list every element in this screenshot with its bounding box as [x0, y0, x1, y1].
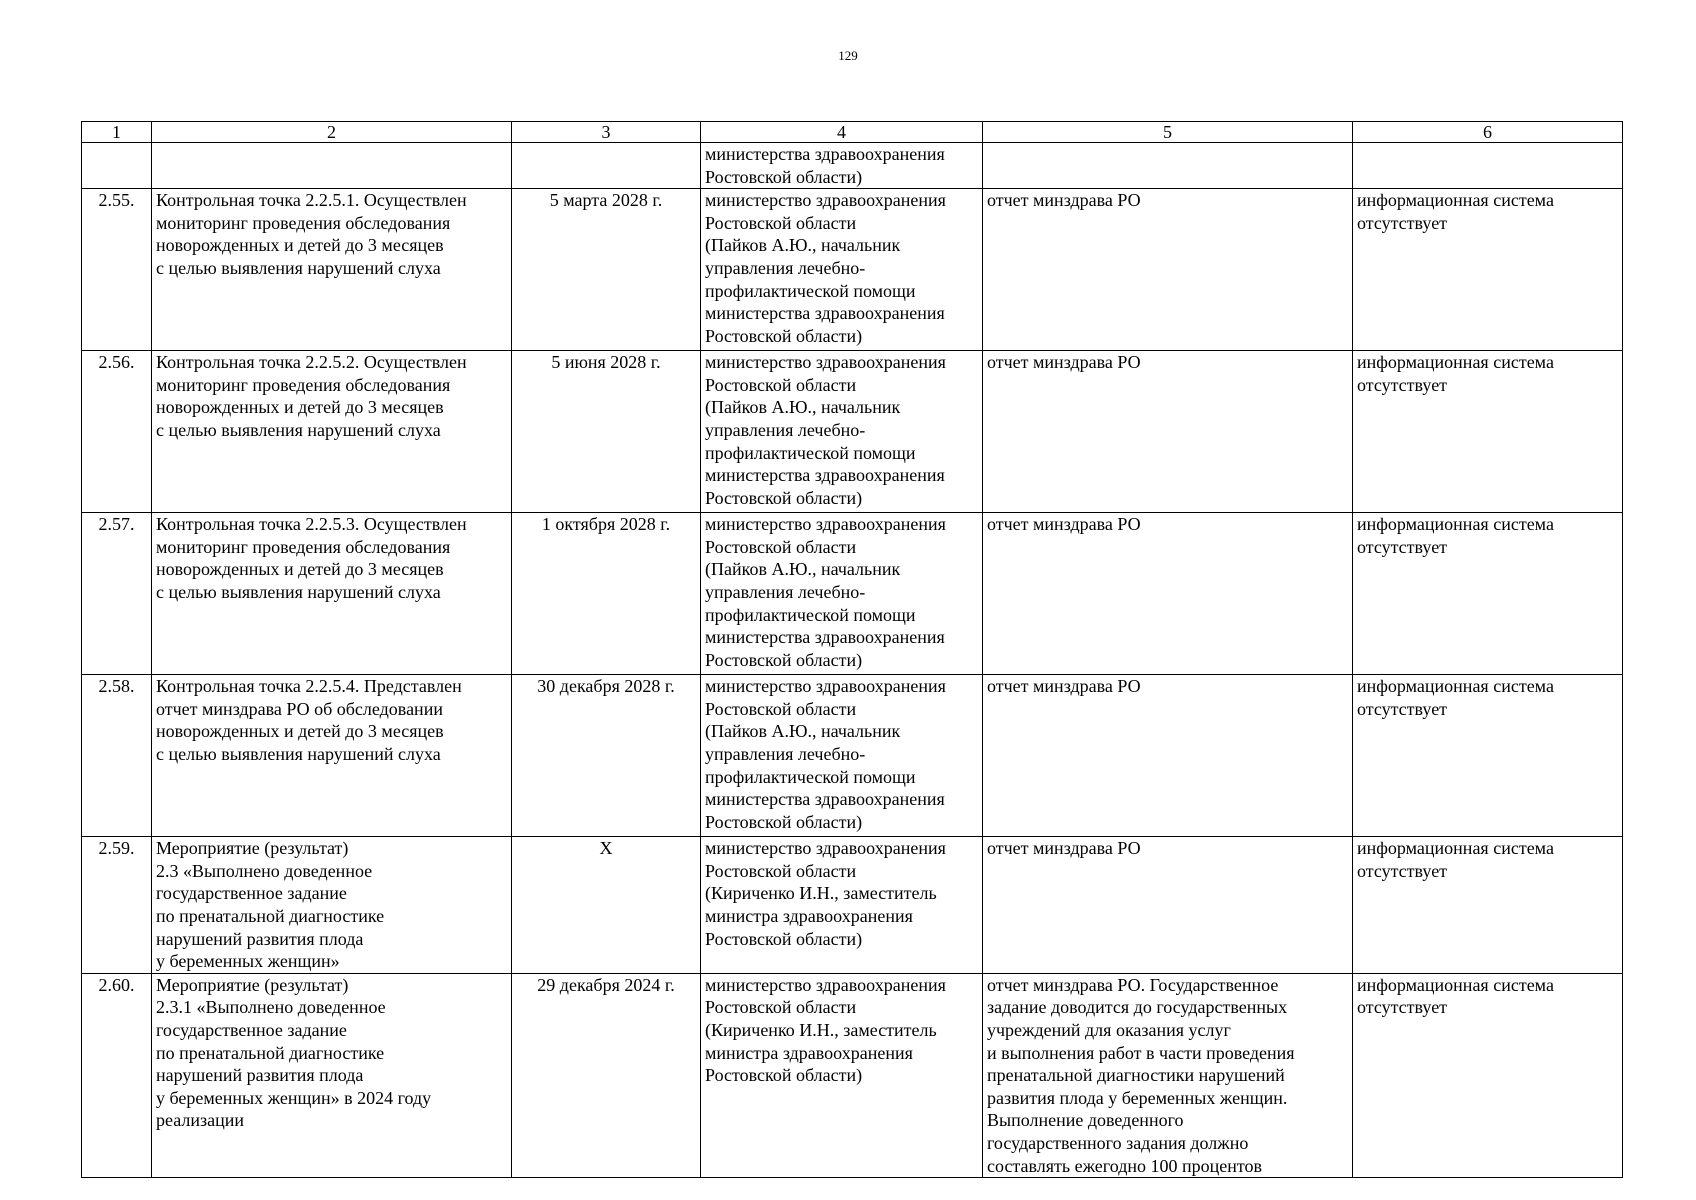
row-number: 2.56. [82, 351, 152, 513]
row-number: 2.55. [82, 189, 152, 351]
confirming-document: отчет минздрава РО [983, 837, 1353, 974]
information-system: информационная система отсутствует [1353, 837, 1623, 974]
event-name [152, 143, 512, 189]
information-system: информационная система отсутствует [1353, 189, 1623, 351]
confirming-document: отчет минздрава РО [983, 351, 1353, 513]
confirming-document: отчет минздрава РО [983, 675, 1353, 837]
confirming-document: отчет минздрава РО. Государственное задание доводится до государственных учреждений для оказания услуг и выполнения работ в части проведения пренатальной диагностики нарушений развития плода у беременных женщин. Выполнение доведенного государственного задания должно составлять ежегодно 100 процентов [983, 973, 1353, 1177]
column-number-row [82, 122, 1623, 143]
information-system: информационная система отсутствует [1353, 513, 1623, 675]
responsible-executor: министерство здравоохранения Ростовской области (Пайков А.Ю., начальник управления лечебно- профилактической помощи министерства здравоохранения Ростовской области) [701, 675, 983, 837]
event-name: Контрольная точка 2.2.5.4. Представлен отчет минздрава РО об обследовании новорожденных и детей до 3 месяцев с целью выявления нарушений слуха [152, 675, 512, 837]
responsible-executor: министерства здравоохранения Ростовской области) [701, 143, 983, 189]
deadline-date: 5 марта 2028 г. [512, 189, 701, 351]
deadline-date: 29 декабря 2024 г. [512, 973, 701, 1177]
responsible-executor: министерство здравоохранения Ростовской области (Пайков А.Ю., начальник управления лечебно- профилактической помощи министерства здравоохранения Ростовской области) [701, 189, 983, 351]
table-row [82, 351, 1623, 513]
event-name: Мероприятие (результат) 2.3.1 «Выполнено доведенное государственное задание по пренатальной диагностике нарушений развития плода у беременных женщин» в 2024 году реализации [152, 973, 512, 1177]
responsible-executor: министерство здравоохранения Ростовской области (Пайков А.Ю., начальник управления лечебно- профилактической помощи министерства здравоохранения Ростовской области) [701, 513, 983, 675]
responsible-executor: министерство здравоохранения Ростовской области (Кириченко И.Н., заместитель министра здравоохранения Ростовской области) [701, 973, 983, 1177]
deadline-date: 5 июня 2028 г. [512, 351, 701, 513]
event-name: Контрольная точка 2.2.5.3. Осуществлен мониторинг проведения обследования новорожденных и детей до 3 месяцев с целью выявления нарушений слуха [152, 513, 512, 675]
deadline-date: 1 октября 2028 г. [512, 513, 701, 675]
responsible-executor: министерство здравоохранения Ростовской области (Кириченко И.Н., заместитель министра здравоохранения Ростовской области) [701, 837, 983, 974]
information-system: информационная система отсутствует [1353, 973, 1623, 1177]
table-row [82, 973, 1623, 1177]
row-number: 2.58. [82, 675, 152, 837]
information-system [1353, 143, 1623, 189]
column-number: 5 [983, 122, 1353, 143]
row-number [82, 143, 152, 189]
confirming-document [983, 143, 1353, 189]
responsible-executor: министерство здравоохранения Ростовской области (Пайков А.Ю., начальник управления лечебно- профилактической помощи министерства здравоохранения Ростовской области) [701, 351, 983, 513]
confirming-document: отчет минздрава РО [983, 189, 1353, 351]
column-number: 1 [82, 122, 152, 143]
information-system: информационная система отсутствует [1353, 351, 1623, 513]
table-row [82, 513, 1623, 675]
deadline-date: 30 декабря 2028 г. [512, 675, 701, 837]
control-points-table [81, 121, 1623, 1178]
deadline-date [512, 143, 701, 189]
row-number: 2.60. [82, 973, 152, 1177]
deadline-date: Х [512, 837, 701, 974]
information-system: информационная система отсутствует [1353, 675, 1623, 837]
table-row [82, 675, 1623, 837]
column-number: 2 [152, 122, 512, 143]
column-number: 6 [1353, 122, 1623, 143]
table-row [82, 189, 1623, 351]
page-number: 129 [838, 48, 858, 63]
event-name: Мероприятие (результат) 2.3 «Выполнено доведенное государственное задание по пренатальной диагностике нарушений развития плода у беременных женщин» [152, 837, 512, 974]
column-number: 4 [701, 122, 983, 143]
confirming-document: отчет минздрава РО [983, 513, 1353, 675]
event-name: Контрольная точка 2.2.5.1. Осуществлен мониторинг проведения обследования новорожденных и детей до 3 месяцев с целью выявления нарушений слуха [152, 189, 512, 351]
table-row [82, 143, 1623, 189]
row-number: 2.57. [82, 513, 152, 675]
column-number: 3 [512, 122, 701, 143]
row-number: 2.59. [82, 837, 152, 974]
event-name: Контрольная точка 2.2.5.2. Осуществлен мониторинг проведения обследования новорожденных и детей до 3 месяцев с целью выявления нарушений слуха [152, 351, 512, 513]
table-row [82, 837, 1623, 974]
